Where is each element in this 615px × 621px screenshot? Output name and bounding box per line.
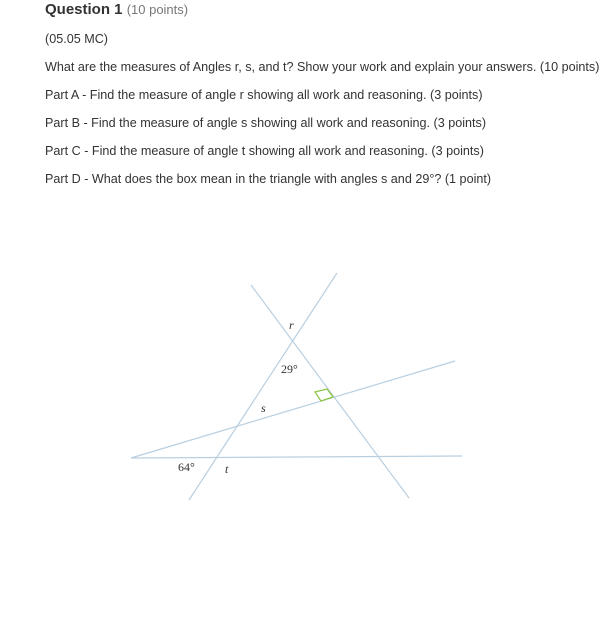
question-code: (05.05 MC): [45, 32, 108, 46]
label-64-degrees: 64°: [178, 460, 195, 474]
label-s: s: [261, 401, 266, 415]
right-angle-box: [315, 389, 333, 401]
question-title: Question 1: [45, 1, 123, 18]
question-prompt: What are the measures of Angles r, s, and t? Show your work and explain your answers. (10 points): [45, 60, 600, 74]
label-r: r: [289, 318, 294, 332]
part-c-text: Part C - Find the measure of angle t showing all work and reasoning. (3 points): [45, 144, 484, 158]
steep-right-line: [251, 285, 409, 498]
question-points: (10 points): [126, 2, 189, 17]
part-d-text: Part D - What does the box mean in the triangle with angles s and 29°? (1 point): [45, 172, 492, 186]
label-t: t: [225, 462, 229, 476]
horizontal-line: [131, 456, 462, 458]
steep-left-line: [189, 273, 337, 500]
label-29-degrees: 29°: [281, 362, 298, 376]
part-a-text: Part A - Find the measure of angle r showing all work and reasoning. (3 points): [45, 88, 483, 102]
part-b-text: Part B - Find the measure of angle s showing all work and reasoning. (3 points): [45, 116, 487, 130]
